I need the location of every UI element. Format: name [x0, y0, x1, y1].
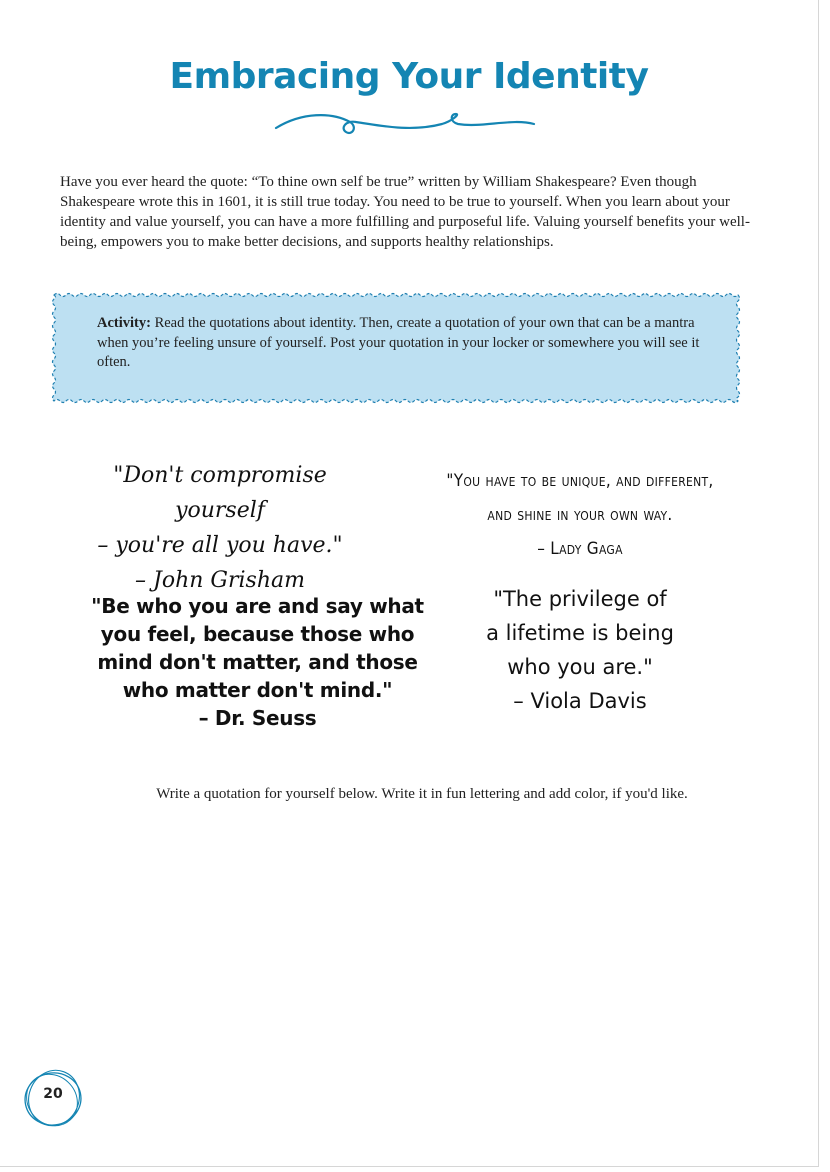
- quote-dr-seuss: [85, 592, 430, 732]
- writing-prompt: Write a quotation for yourself below. Write it in fun lettering and add color, if you'd like.: [156, 786, 688, 802]
- quote-line: "The privilege of: [493, 587, 667, 611]
- activity-label: Activity:: [97, 315, 151, 331]
- quote-line: "You have to be unique, and different,: [446, 471, 714, 491]
- quote-line: mind don't matter, and those: [97, 650, 418, 674]
- quote-author: – Lady Gaga: [537, 539, 623, 559]
- quote-line: who you are.": [507, 655, 653, 679]
- quote-author: – Dr. Seuss: [198, 706, 317, 730]
- quote-author: – John Grisham: [135, 568, 305, 593]
- quote-line: – you're all you have.": [97, 533, 343, 558]
- page-title: Embracing Your Identity: [169, 56, 649, 97]
- quote-line: "Don't compromise yourself: [113, 463, 327, 523]
- quote-author: – Viola Davis: [513, 689, 647, 713]
- quote-line: a lifetime is being: [486, 621, 674, 645]
- quote-lady-gaga: [400, 464, 760, 566]
- page-number: 20: [43, 1086, 63, 1102]
- activity-text: [97, 314, 717, 373]
- quote-line: and shine in your own way.: [487, 505, 673, 525]
- quote-line: who matter don't mind.": [122, 678, 393, 702]
- quote-viola-davis: [455, 582, 705, 718]
- quote-line: "Be who you are and say what: [91, 594, 424, 618]
- activity-instructions: Read the quotations about identity. Then, create a quotation of your own that can be a mantra when you’re feeling unsure of yourself. Post your quotation in your locker or somewhere you will see it often.: [97, 315, 700, 370]
- quote-line: you feel, because those who: [100, 622, 415, 646]
- intro-paragraph: Have you ever heard the quote: “To thine own self be true” written by William Shakespeare? Even though Shakespeare wrote this in 1601, it is still true today. You need to be true to yourself. When you learn about your identity and value yourself, you can have a more fulfilling and purposeful life. Valuing yourself benefits your well-being, empowers you to make better decisions, and supports healthy relationships.: [60, 174, 750, 250]
- swirl-divider-icon: [272, 110, 538, 140]
- quote-john-grisham: [70, 458, 370, 598]
